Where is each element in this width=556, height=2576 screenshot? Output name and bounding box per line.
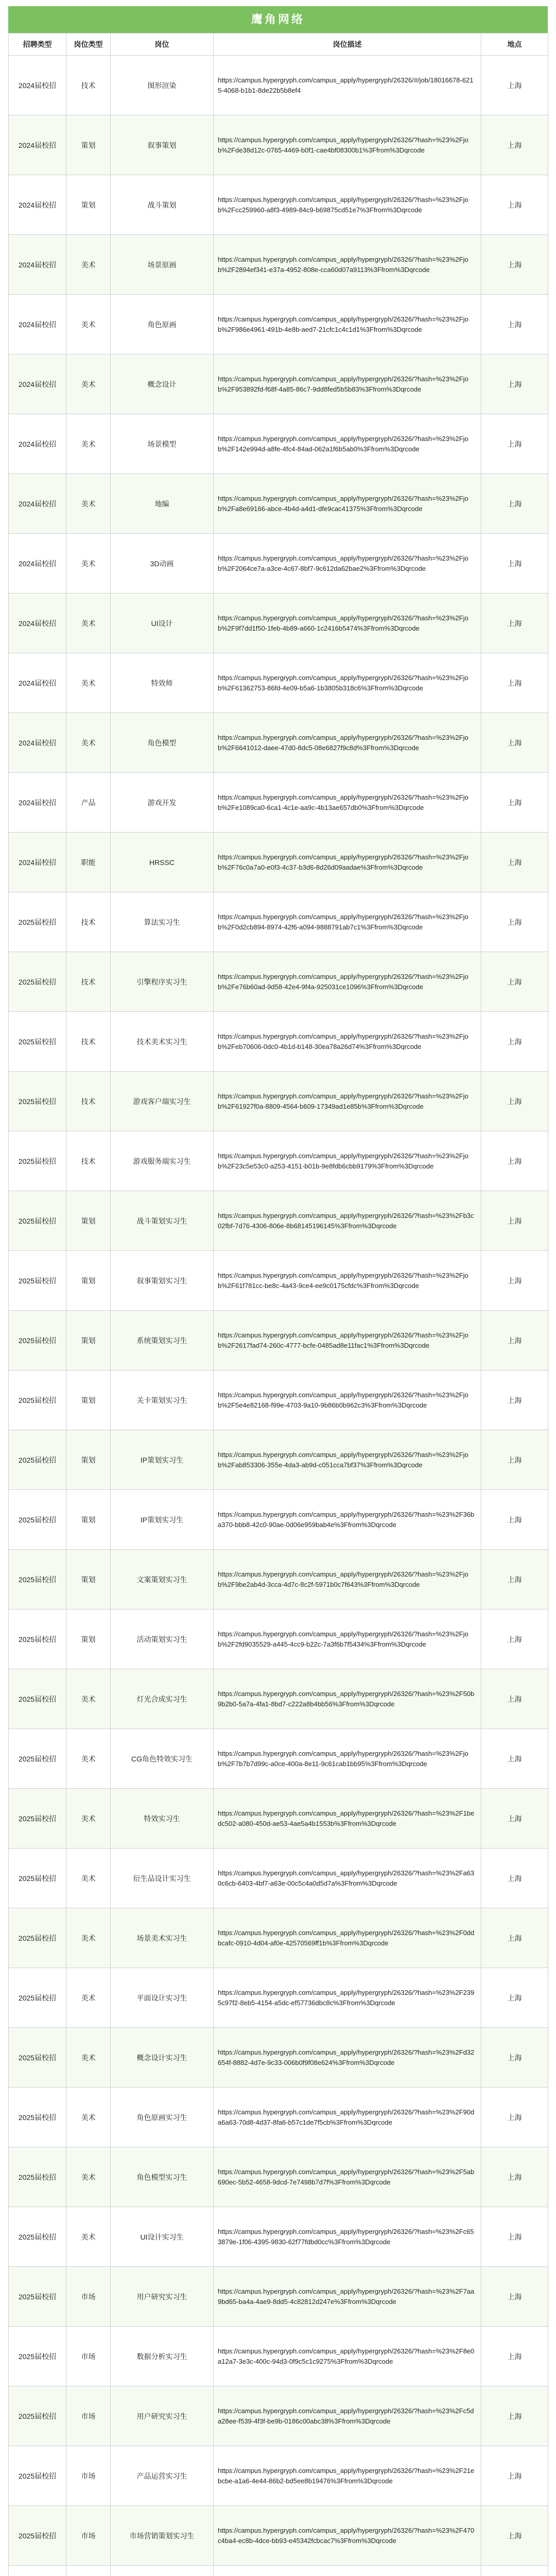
cell-position: 文案策划实习生 (111, 1550, 214, 1609)
cell-description-link[interactable]: https://campus.hypergryph.com/campus_apply/hypergryph/26326/?hash=%23%2Fjob%2F2894ef341-e37a-4952-808e-cca60d07a9113%3Ffrom%3Dqrcode (214, 235, 481, 295)
cell-category: 技术 (66, 892, 111, 952)
cell-location: 上海 (481, 892, 548, 952)
cell-category: 美术 (66, 1849, 111, 1908)
cell-category: 美术 (66, 653, 111, 713)
cell-recruit-type: 2024届校招 (9, 115, 66, 175)
table-row (9, 2147, 548, 2207)
cell-position: 战斗策划实习生 (111, 1191, 214, 1251)
cell-recruit-type: 2025届校招 (9, 1729, 66, 1789)
cell-recruit-type: 2025届校招 (9, 1311, 66, 1370)
cell-recruit-type: 2025届校招 (9, 2327, 66, 2386)
cell-position: 游戏客户端实习生 (111, 1072, 214, 1131)
cell-description-link[interactable]: https://campus.hypergryph.com/campus_apply/hypergryph/26326/?hash=%23%2Fb3c02fbf-7d76-4306-806e-8b68145196145%3Ffrom%3Dqrcode (214, 1191, 481, 1251)
cell-position: 系统策划实习生 (111, 1311, 214, 1370)
cell-category: 美术 (66, 594, 111, 653)
table-row (9, 2327, 548, 2386)
cell-recruit-type: 2025届校招 (9, 952, 66, 1012)
cell-category: 美术 (66, 414, 111, 474)
table-row (9, 1669, 548, 1729)
cell-location: 上海 (481, 1609, 548, 1669)
cell-description-link[interactable]: https://campus.hypergryph.com/campus_apply/hypergryph/26326/?hash=%23%2F90da6a63-70d8-4d37-8fa6-b57c1de7f5cb%3Ffrom%3Dqrcode (214, 2088, 481, 2147)
cell-description-link[interactable]: https://campus.hypergryph.com/campus_apply/hypergryph/26326/?hash=%23%2Fjob%2F5e4e82168-f99e-4703-9a10-9b86b0b962c3%3Ffrom%3Dqrcode (214, 1370, 481, 1430)
cell-location: 上海 (481, 354, 548, 414)
header-description: 岗位描述 (214, 33, 481, 56)
cell-location: 上海 (481, 2028, 548, 2088)
cell-position: 关卡策划实习生 (111, 1370, 214, 1430)
cell-description-link[interactable]: https://campus.hypergryph.com/campus_apply/hypergryph/26326/?hash=%23%2Fjob%2F9be2ab4d-3cca-4d7c-8c2f-5971b0c7f643%3Ffrom%3Dqrcode (214, 1550, 481, 1609)
cell-recruit-type: 2025届校招 (9, 1131, 66, 1191)
cell-location: 上海 (481, 2446, 548, 2506)
cell-location: 上海 (481, 1968, 548, 2028)
cell-location: 上海 (481, 235, 548, 295)
header-category: 岗位类型 (66, 33, 111, 56)
cell-recruit-type: 2024届校招 (9, 653, 66, 713)
cell-description-link[interactable]: https://campus.hypergryph.com/campus_apply/hypergryph/26326/?hash=%23%2Fjob%2Fcc259960-a8f3-4989-84c9-b69875cd51e7%3Ffrom%3Dqrcode (214, 175, 481, 235)
table-row (9, 2207, 548, 2267)
table-row (9, 833, 548, 892)
cell-description-link[interactable]: https://campus.hypergryph.com/campus_apply/hypergryph/26326/?hash=%23%2Fjob%2F6641012-daee-47d0-8dc5-08e6827f9c8d%3Ffrom%3Dqrcode (214, 713, 481, 773)
cell-category: 美术 (66, 2207, 111, 2267)
cell-location: 上海 (481, 474, 548, 534)
cell-location: 上海 (481, 594, 548, 653)
cell-category: 策划 (66, 1609, 111, 1669)
cell-recruit-type: 2025届校招 (9, 1968, 66, 2028)
cell-category: 技术 (66, 1072, 111, 1131)
cell-category: 美术 (66, 235, 111, 295)
cell-position: CG角色特效实习生 (111, 1729, 214, 1789)
cell-location (481, 2566, 548, 2576)
cell-description-link[interactable]: https://campus.hypergryph.com/campus_apply/hypergryph/26326/?hash=%23%2Fjob%2F986e4961-491b-4e8b-aed7-21cfc1c4c1d1%3Ffrom%3Dqrcode (214, 295, 481, 354)
cell-description-link[interactable]: https://campus.hypergryph.com/campus_apply/hypergryph/26326/?hash=%23%2F5ab690ec-5b52-4658-9dcd-7e7498b7d7f%3Ffrom%3Dqrcode (214, 2147, 481, 2207)
cell-position: 战斗策划 (111, 175, 214, 235)
cell-position: 数据分析实习生 (111, 2327, 214, 2386)
cell-recruit-type: 2025届校招 (9, 2446, 66, 2506)
table-row (9, 892, 548, 952)
cell-position: 灯光合成实习生 (111, 1669, 214, 1729)
cell-category: 策划 (66, 1251, 111, 1311)
cell-description-link[interactable]: https://campus.hypergryph.com/campus_apply/hypergryph/26326/?hash=%23%2Fjob%2F9f7dd1f50-1feb-4b89-a660-1c2416b5474%3Ffrom%3Dqrcode (214, 594, 481, 653)
cell-recruit-type: 2025届校招 (9, 1251, 66, 1311)
cell-location: 上海 (481, 2267, 548, 2327)
cell-location: 上海 (481, 1072, 548, 1131)
cell-location: 上海 (481, 1490, 548, 1550)
cell-description-link[interactable]: https://campus.hypergryph.com/campus_apply/hypergryph/26326/?hash=%23%2Fjob%2F61f781cc-be8c-4a43-9ce4-ee9c0175cfdc%3Ffrom%3Dqrcode (214, 1251, 481, 1311)
cell-recruit-type: 2025届校招 (9, 2506, 66, 2566)
table-row (9, 1012, 548, 1072)
cell-recruit-type: 2025届校招 (9, 892, 66, 952)
cell-recruit-type: 2025届校招 (9, 1669, 66, 1729)
table-row (9, 534, 548, 594)
table-row (9, 1072, 548, 1131)
cell-position: 技术美术实习生 (111, 1012, 214, 1072)
cell-description-link[interactable]: https://campus.hypergryph.com/campus_apply/hypergryph/26326/?hash=%23%2Fjob%2F0d2cb894-8974-42f6-a094-9888791ab7c1%3Ffrom%3Dqrcode (214, 892, 481, 952)
cell-description-link[interactable]: https://campus.hypergryph.com/campus_apply/hypergryph/26326/?hash=%23%2F8e0a12a7-3e3c-400c-94d3-0f9c5c1c9275%3Ffrom%3Dqrcode (214, 2327, 481, 2386)
cell-position: UI设计实习生 (111, 2207, 214, 2267)
cell-position: 图形渲染 (111, 56, 214, 115)
cell-position: UI设计 (111, 594, 214, 653)
cell-recruit-type: 2025届校招 (9, 1490, 66, 1550)
cell-description-link[interactable]: https://campus.hypergryph.com/campus_apply/hypergryph/26326/?hash=%23%2Fjob%2Feb70606-0dc0-4b1d-b148-30ea78a26d74%3Ffrom%3Dqrcode (214, 1012, 481, 1072)
cell-position: 游戏服务端实习生 (111, 1131, 214, 1191)
cell-description-link[interactable]: https://campus.hypergryph.com/campus_apply/hypergryph/26326/?hash=%23%2Fjob%2F7b7b7d99c-a0ce-400a-8e11-9c61cab1bb95%3Ffrom%3Dqrcode (214, 1729, 481, 1789)
cell-position: 叙事策划实习生 (111, 1251, 214, 1311)
cell-location: 上海 (481, 1729, 548, 1789)
cell-category: 美术 (66, 1669, 111, 1729)
cell-recruit-type: 2025届校招 (9, 1012, 66, 1072)
cell-category: 市场 (66, 2267, 111, 2327)
cell-recruit-type: 2025届校招 (9, 1609, 66, 1669)
table-row (9, 2566, 548, 2576)
cell-description-link[interactable]: https://campus.hypergryph.com/campus_apply/hypergryph/26326/?hash=%23%2Fc5da28ee-f539-4f3f-be9b-0186c00abc38%3Ffrom%3Dqrcode (214, 2386, 481, 2446)
cell-position: 产品运营实习生 (111, 2446, 214, 2506)
table-row (9, 1729, 548, 1789)
cell-category: 职能 (66, 833, 111, 892)
cell-position (111, 2566, 214, 2576)
cell-category: 市场 (66, 2506, 111, 2566)
table-row (9, 653, 548, 713)
cell-category: 美术 (66, 2028, 111, 2088)
cell-position: 3D动画 (111, 534, 214, 594)
table-header-row (9, 33, 548, 56)
cell-recruit-type: 2025届校招 (9, 2147, 66, 2207)
table-row (9, 175, 548, 235)
table-row (9, 713, 548, 773)
cell-category: 技术 (66, 56, 111, 115)
cell-description-link[interactable]: https://campus.hypergryph.com/campus_apply/hypergryph/26326/?hash=%23%2F470c4ba4-ec8b-4dce-bb93-e45342fcbcac7%3Ffrom%3Dqrcode (214, 2506, 481, 2566)
table-row (9, 1191, 548, 1251)
cell-location: 上海 (481, 414, 548, 474)
cell-location: 上海 (481, 952, 548, 1012)
cell-position: 角色模型 (111, 713, 214, 773)
cell-category (66, 2566, 111, 2576)
cell-recruit-type: 2025届校招 (9, 2088, 66, 2147)
table-row (9, 1490, 548, 1550)
cell-category: 美术 (66, 534, 111, 594)
cell-category: 美术 (66, 713, 111, 773)
cell-location: 上海 (481, 1311, 548, 1370)
cell-location: 上海 (481, 1908, 548, 1968)
cell-description-link[interactable]: https://campus.hypergryph.com/campus_apply/hypergryph/26326/?hash=%23%2Fjob%2Fde38d12c-0765-4469-b0f1-cae4bf08300b1%3Ffrom%3Dqrcode (214, 115, 481, 175)
cell-recruit-type: 2024届校招 (9, 474, 66, 534)
cell-category: 美术 (66, 474, 111, 534)
cell-recruit-type: 2024届校招 (9, 414, 66, 474)
cell-position: 地编 (111, 474, 214, 534)
cell-category: 市场 (66, 2386, 111, 2446)
table-row (9, 2088, 548, 2147)
table-row (9, 56, 548, 115)
cell-recruit-type: 2025届校招 (9, 2028, 66, 2088)
cell-description-link[interactable]: https://campus.hypergryph.com/campus_apply/hypergryph/26326/?hash=%23%2F7aa9bd65-ba4a-4ae9-8dd5-4c82812d247e%3Ffrom%3Dqrcode (214, 2267, 481, 2327)
cell-recruit-type: 2024届校招 (9, 713, 66, 773)
cell-location: 上海 (481, 1789, 548, 1849)
cell-category: 技术 (66, 1131, 111, 1191)
table-row (9, 2028, 548, 2088)
cell-location: 上海 (481, 534, 548, 594)
cell-description-link[interactable]: https://campus.hypergryph.com/campus_apply/hypergryph/26326/?hash=%23%2Fjob%2F953892fd-f68f-4a85-86c7-9dd8fed5b5b83%3Ffrom%3Dqrcode (214, 354, 481, 414)
cell-category: 市场 (66, 2327, 111, 2386)
cell-position: 角色模型实习生 (111, 2147, 214, 2207)
cell-location: 上海 (481, 1012, 548, 1072)
cell-category: 美术 (66, 354, 111, 414)
cell-recruit-type: 2024届校招 (9, 594, 66, 653)
cell-description-link[interactable]: https://campus.hypergryph.com/campus_apply/hypergryph/26326/?hash=%23%2Fjob%2F61927f0a-8809-4564-b609-17349ad1e85b%3Ffrom%3Dqrcode (214, 1072, 481, 1131)
cell-category: 美术 (66, 295, 111, 354)
cell-position: 算法实习生 (111, 892, 214, 952)
cell-category: 市场 (66, 2446, 111, 2506)
cell-location: 上海 (481, 2327, 548, 2386)
cell-location: 上海 (481, 1370, 548, 1430)
cell-description-link[interactable]: https://campus.hypergryph.com/campus_apply/hypergryph/26326/?hash=%23%2Fjob%2Fab853306-355e-4da3-ab9d-c051cca7bf37%3Ffrom%3Dqrcode (214, 1430, 481, 1490)
cell-position: 特效师 (111, 653, 214, 713)
cell-position: 角色原画 (111, 295, 214, 354)
cell-description-link[interactable]: https://campus.hypergryph.com/campus_apply/hypergryph/26326/?hash=%23%2Fjob%2F2fd9035529-a445-4cc9-b22c-7a3f6b7f5434%3Ffrom%3Dqrcode (214, 1609, 481, 1669)
cell-position: 引擎程序实习生 (111, 952, 214, 1012)
table-row (9, 773, 548, 833)
cell-location: 上海 (481, 1430, 548, 1490)
cell-description-link[interactable]: https://campus.hypergryph.com/campus_apply/hypergryph/26326/?hash=%23%2F21ebcbe-a1a6-4e44-86b2-bd5ee8b19476%3Ffrom%3Dqrcode (214, 2446, 481, 2506)
cell-description-link[interactable]: https://campus.hypergryph.com/campus_apply/hypergryph/26326/?hash=%23%2Fa630c6cb-6403-4bf7-a63e-00c5c4a0d5d7a%3Ffrom%3Dqrcode (214, 1849, 481, 1908)
cell-description-link[interactable]: https://campus.hypergryph.com/campus_apply/hypergryph/26326/?hash=%23%2F36ba370-bbb8-42c0-90ae-0d06e959bab4e%3Ffrom%3Dqrcode (214, 1490, 481, 1550)
cell-location: 上海 (481, 295, 548, 354)
cell-position: 场景原画 (111, 235, 214, 295)
cell-position: 用户研究实习生 (111, 2267, 214, 2327)
cell-description-link[interactable]: https://campus.hypergryph.com/campus_apply/hypergryph/26326/?hash=%23%2Fjob%2F2617fad74-260c-4777-bcfe-0485ad8e11fac1%3Ffrom%3Dqrcode (214, 1311, 481, 1370)
table-row (9, 235, 548, 295)
cell-location: 上海 (481, 1251, 548, 1311)
cell-location: 上海 (481, 56, 548, 115)
cell-position: 市场营销策划实习生 (111, 2506, 214, 2566)
table-row (9, 1968, 548, 2028)
cell-recruit-type: 2024届校招 (9, 235, 66, 295)
header-location: 地点 (481, 33, 548, 56)
job-table (8, 33, 548, 2576)
cell-category: 美术 (66, 2147, 111, 2207)
cell-description-link[interactable]: https://campus.hypergryph.com/campus_apply/hypergryph/26326/?hash=%23%2F50b9b2b0-5a7a-4fa1-8bd7-c222a8b4bb56%3Ffrom%3Dqrcode (214, 1669, 481, 1729)
cell-recruit-type: 2024届校招 (9, 833, 66, 892)
header-position: 岗位 (111, 33, 214, 56)
cell-location: 上海 (481, 1191, 548, 1251)
cell-recruit-type: 2024届校招 (9, 175, 66, 235)
cell-recruit-type: 2025届校招 (9, 2386, 66, 2446)
cell-category: 策划 (66, 1430, 111, 1490)
cell-recruit-type: 2025届校招 (9, 1550, 66, 1609)
table-row (9, 1609, 548, 1669)
cell-location: 上海 (481, 2207, 548, 2267)
cell-position: 特效实习生 (111, 1789, 214, 1849)
cell-position: 衍生品设计实习生 (111, 1849, 214, 1908)
table-row (9, 2506, 548, 2566)
cell-category: 策划 (66, 1550, 111, 1609)
cell-recruit-type: 2025届校招 (9, 2207, 66, 2267)
cell-position: 平面设计实习生 (111, 1968, 214, 2028)
cell-category: 产品 (66, 773, 111, 833)
table-row (9, 1131, 548, 1191)
cell-recruit-type: 2024届校招 (9, 773, 66, 833)
cell-position: 活动策划实习生 (111, 1609, 214, 1669)
cell-category: 技术 (66, 952, 111, 1012)
cell-category: 策划 (66, 1490, 111, 1550)
cell-position: 场景美术实习生 (111, 1908, 214, 1968)
cell-recruit-type: 2025届校招 (9, 1370, 66, 1430)
cell-position: 概念设计 (111, 354, 214, 414)
cell-recruit-type: 2024届校招 (9, 56, 66, 115)
table-row (9, 1550, 548, 1609)
cell-recruit-type: 2024届校招 (9, 354, 66, 414)
table-row (9, 2446, 548, 2506)
cell-location: 上海 (481, 1849, 548, 1908)
cell-description-link[interactable]: https://campus.hypergryph.com/campus_apply/hypergryph/26326/?hash=%23%2Fd32654f-8882-4d7e-9c33-006b0f9f08e624%3Ffrom%3Dqrcode (214, 2028, 481, 2088)
table-row (9, 1430, 548, 1490)
cell-location: 上海 (481, 1131, 548, 1191)
table-row (9, 1370, 548, 1430)
cell-description-link[interactable]: https://campus.hypergryph.com/campus_apply/hypergryph/26326/?hash=%23%2Fjob%2F76c0a7a0-e0f3-4c37-b3d6-8d26d09aadae%3Ffrom%3Dqrcode (214, 833, 481, 892)
cell-recruit-type: 2024届校招 (9, 534, 66, 594)
cell-category: 策划 (66, 1370, 111, 1430)
cell-category: 美术 (66, 1729, 111, 1789)
cell-location: 上海 (481, 2386, 548, 2446)
cell-location: 上海 (481, 653, 548, 713)
cell-position: 概念设计实习生 (111, 2028, 214, 2088)
cell-description-link[interactable]: https://campus.hypergryph.com/campus_apply/hypergryph/26326/?hash=%23%2Fjob%2F23c5e53c0-a253-4151-b01b-9e8fdb6cbb9179%3Ffrom%3Dqrcode (214, 1131, 481, 1191)
cell-description-link[interactable]: https://campus.hypergryph.com/campus_apply/hypergryph/26326/?hash=%23%2Fjob%2Fe76b60ad-9d58-42e4-9f4a-925031ce1096%3Ffrom%3Dqrcode (214, 952, 481, 1012)
cell-location: 上海 (481, 1550, 548, 1609)
table-row (9, 295, 548, 354)
cell-position: 场景模型 (111, 414, 214, 474)
table-row (9, 952, 548, 1012)
cell-location: 上海 (481, 1669, 548, 1729)
cell-category: 策划 (66, 175, 111, 235)
cell-recruit-type: 2025届校招 (9, 1072, 66, 1131)
cell-category: 美术 (66, 1789, 111, 1849)
cell-recruit-type: 2025届校招 (9, 1191, 66, 1251)
cell-recruit-type: 2025届校招 (9, 1430, 66, 1490)
cell-position: 角色原画实习生 (111, 2088, 214, 2147)
cell-location: 上海 (481, 2147, 548, 2207)
table-row (9, 115, 548, 175)
cell-category: 策划 (66, 1191, 111, 1251)
cell-recruit-type: 2024届校招 (9, 295, 66, 354)
table-row (9, 594, 548, 653)
cell-description-link[interactable]: https://campus.hypergryph.com/campus_apply/hypergryph/26326/?hash=%23%2F1bedc502-a080-450d-ae53-4ae5a4b1553b%3Ffrom%3Dqrcode (214, 1789, 481, 1849)
cell-recruit-type (9, 2566, 66, 2576)
cell-category: 策划 (66, 115, 111, 175)
cell-category: 技术 (66, 1012, 111, 1072)
table-row (9, 1849, 548, 1908)
cell-location: 上海 (481, 2088, 548, 2147)
cell-recruit-type: 2025届校招 (9, 1908, 66, 1968)
cell-position: IP策划实习生 (111, 1430, 214, 1490)
table-row (9, 414, 548, 474)
table-row (9, 354, 548, 414)
cell-description-link[interactable] (214, 2566, 481, 2576)
cell-position: 叙事策划 (111, 115, 214, 175)
cell-description-link[interactable]: https://campus.hypergryph.com/campus_apply/hypergryph/26326/?hash=%23%2Fjob%2Fe1089ca0-6ca1-4c1e-aa9c-4b13ae657db0%3Ffrom%3Dqrcode (214, 773, 481, 833)
table-row (9, 1251, 548, 1311)
cell-description-link[interactable]: https://campus.hypergryph.com/campus_apply/hypergryph/26326/?hash=%23%2Fjob%2Fa8e69166-abce-4b4d-a4d1-dfe9cac41375%3Ffrom%3Dqrcode (214, 474, 481, 534)
cell-location: 上海 (481, 713, 548, 773)
cell-recruit-type: 2025届校招 (9, 1789, 66, 1849)
cell-description-link[interactable]: https://campus.hypergryph.com/campus_apply/hypergryph/26326/#/job/18016678-6215-4068-b1b1-8de22b5b8ef4 (214, 56, 481, 115)
cell-category: 美术 (66, 1908, 111, 1968)
cell-location: 上海 (481, 773, 548, 833)
cell-position: 用户研究实习生 (111, 2386, 214, 2446)
cell-description-link[interactable]: https://campus.hypergryph.com/campus_apply/hypergryph/26326/?hash=%23%2Fjob%2F2064ce7a-a3ce-4c67-8bf7-9c612da62bae2%3Ffrom%3Dqrcode (214, 534, 481, 594)
cell-description-link[interactable]: https://campus.hypergryph.com/campus_apply/hypergryph/26326/?hash=%23%2F0ddbcafc-0910-4d04-af0e-42570569ff1b%3Ffrom%3Dqrcode (214, 1908, 481, 1968)
cell-position: IP策划实习生 (111, 1490, 214, 1550)
cell-category: 美术 (66, 1968, 111, 2028)
cell-location: 上海 (481, 175, 548, 235)
cell-position: 游戏开发 (111, 773, 214, 833)
table-body (9, 56, 548, 2576)
cell-recruit-type: 2025届校招 (9, 2267, 66, 2327)
cell-description-link[interactable]: https://campus.hypergryph.com/campus_apply/hypergryph/26326/?hash=%23%2Fc653879e-1f06-4395-9830-62f77fdbd0cc%3Ffrom%3Dqrcode (214, 2207, 481, 2267)
cell-location: 上海 (481, 833, 548, 892)
cell-recruit-type: 2025届校招 (9, 1849, 66, 1908)
header-recruit-type: 招聘类型 (9, 33, 66, 56)
cell-location: 上海 (481, 115, 548, 175)
table-row (9, 474, 548, 534)
table-row (9, 1908, 548, 1968)
cell-description-link[interactable]: https://campus.hypergryph.com/campus_apply/hypergryph/26326/?hash=%23%2Fjob%2F61362753-86fd-4e09-b5a6-1b3805b318c6%3Ffrom%3Dqrcode (214, 653, 481, 713)
cell-location: 上海 (481, 2506, 548, 2566)
cell-category: 美术 (66, 2088, 111, 2147)
cell-category: 策划 (66, 1311, 111, 1370)
cell-position: HRSSC (111, 833, 214, 892)
table-row (9, 1789, 548, 1849)
table-row (9, 1311, 548, 1370)
table-row (9, 2386, 548, 2446)
table-row (9, 2267, 548, 2327)
cell-description-link[interactable]: https://campus.hypergryph.com/campus_apply/hypergryph/26326/?hash=%23%2Fjob%2F142e994d-a8fe-4fc4-84ad-062a1f6b5ab0%3Ffrom%3Dqrcode (214, 414, 481, 474)
cell-description-link[interactable]: https://campus.hypergryph.com/campus_apply/hypergryph/26326/?hash=%23%2F2395c97f2-8eb5-4154-a5dc-ef57736dbc8c%3Ffrom%3Dqrcode (214, 1968, 481, 2028)
page-title: 鹰角网络 (8, 6, 548, 33)
